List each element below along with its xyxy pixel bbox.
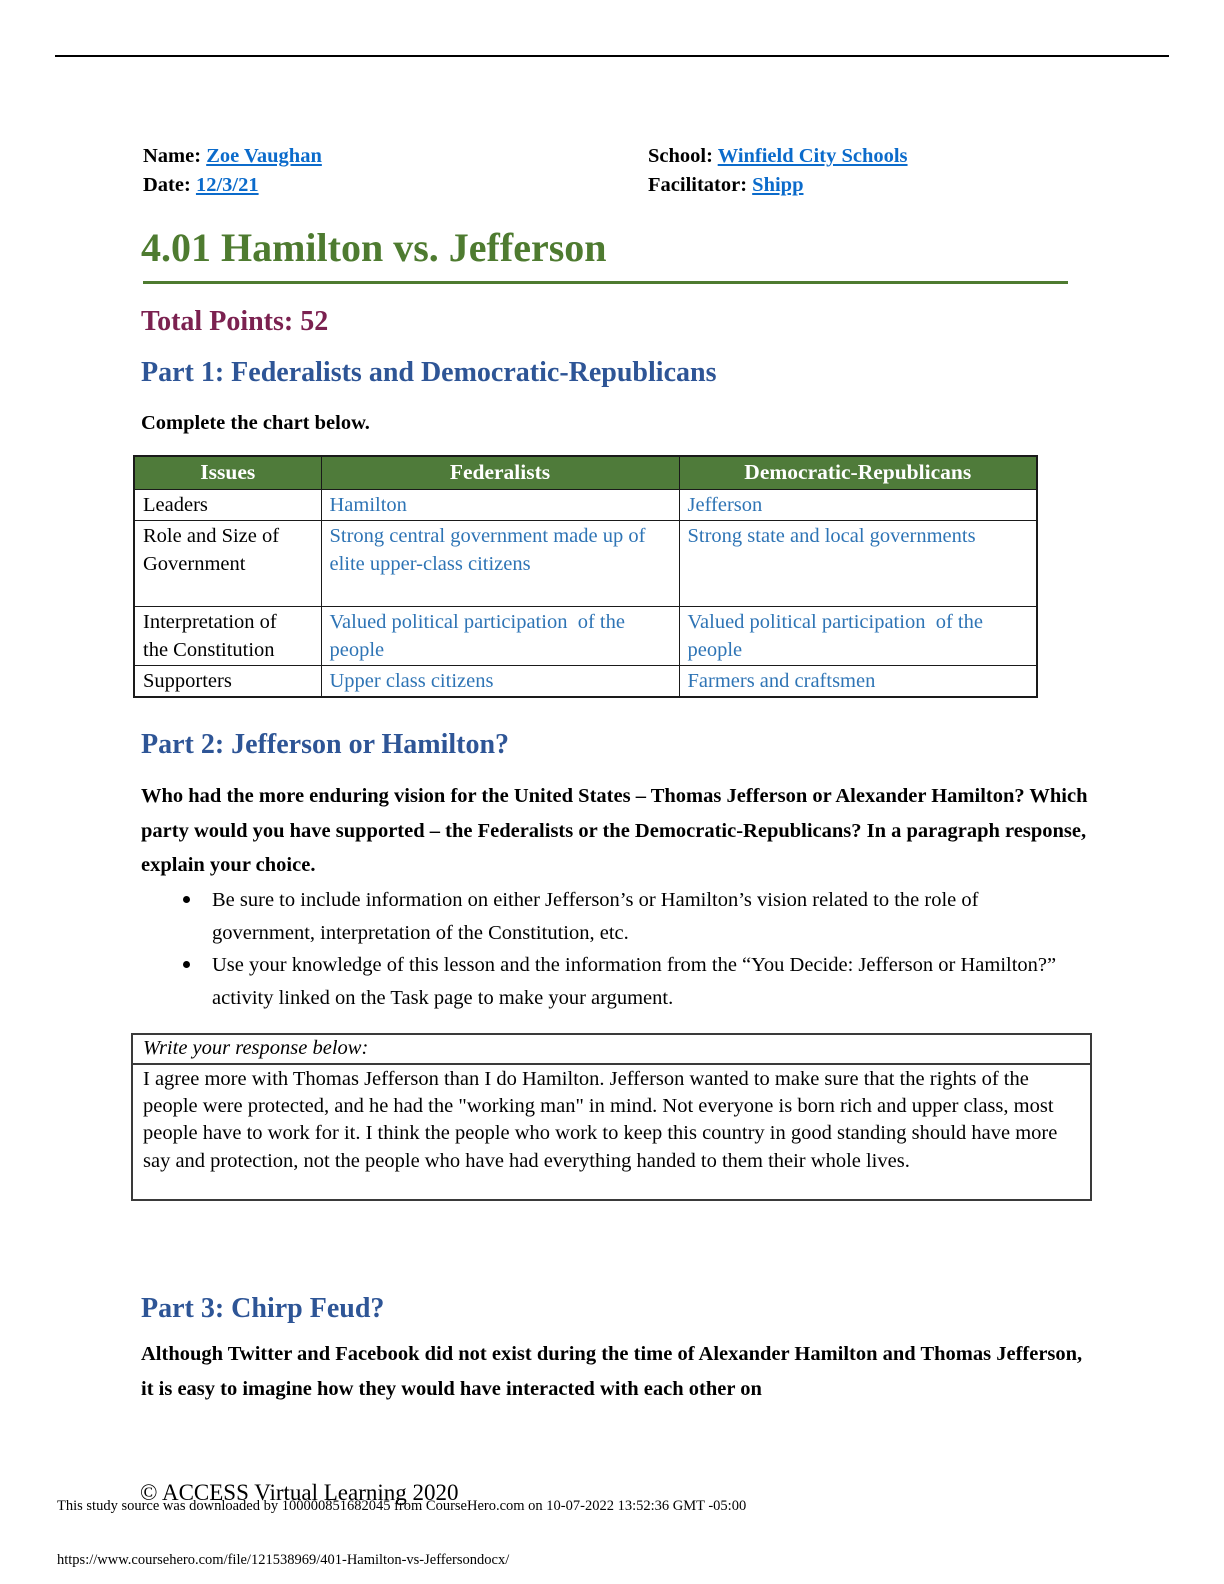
document-title: 4.01 Hamilton vs. Jefferson	[141, 225, 607, 270]
student-info-header	[143, 142, 1103, 200]
column-header-federalists: Federalists	[321, 456, 679, 489]
top-divider-rule	[55, 55, 1169, 57]
issue-cell: Leaders	[134, 489, 321, 520]
school-field	[648, 142, 1103, 171]
name-value-link[interactable]: Zoe Vaughan	[206, 145, 322, 167]
issue-cell: Supporters	[134, 665, 321, 697]
issue-cell: Interpretation of the Constitution	[134, 606, 321, 665]
part1-instruction: Complete the chart below.	[141, 412, 370, 434]
school-value-link[interactable]: Winfield City Schools	[717, 145, 908, 167]
date-value-link[interactable]: 12/3/21	[195, 174, 259, 196]
bullet-item	[141, 884, 1071, 949]
table-row	[134, 489, 1037, 520]
response-caption: Write your response below:	[133, 1035, 1090, 1065]
democratic-republicans-cell: Jefferson	[679, 489, 1037, 520]
democratic-republicans-cell: Strong state and local governments	[679, 520, 1037, 606]
facilitator-label: Facilitator:	[648, 174, 753, 196]
table-header-row	[134, 456, 1037, 489]
comparison-table	[133, 455, 1038, 698]
copyright-text: © ACCESS Virtual Learning 2020	[140, 1480, 459, 1505]
name-label: Name:	[143, 145, 207, 167]
response-box[interactable]	[131, 1033, 1092, 1201]
bullet-text: Be sure to include information on either Jefferson’s or Hamilton’s vision related to the role of government, interpretation of the Constitution, etc.	[212, 889, 979, 944]
date-field	[143, 171, 648, 200]
federalists-cell: Valued political participation of the people	[321, 606, 679, 665]
title-underline-rule	[143, 281, 1068, 284]
facilitator-value-link[interactable]: Shipp	[752, 174, 804, 196]
table-row	[134, 665, 1037, 697]
democratic-republicans-cell: Farmers and craftsmen	[679, 665, 1037, 697]
federalists-cell: Strong central government made up of elite upper-class citizens	[321, 520, 679, 606]
table-row	[134, 520, 1037, 606]
name-field	[143, 142, 648, 171]
part2-heading: Part 2: Jefferson or Hamilton?	[141, 729, 510, 760]
part2-bullet-list	[141, 884, 1071, 1014]
bullet-item	[141, 949, 1071, 1014]
bullet-dot-icon	[183, 961, 190, 968]
school-label: School:	[648, 145, 718, 167]
table-row	[134, 606, 1037, 665]
democratic-republicans-cell: Valued political participation of the people	[679, 606, 1037, 665]
part3-heading: Part 3: Chirp Feud?	[141, 1293, 385, 1324]
bullet-dot-icon	[183, 896, 190, 903]
bullet-text: Use your knowledge of this lesson and the information from the “You Decide: Jefferson or Hamilton?” activity linked on the Task page to make your argument.	[212, 954, 1057, 1009]
part2-prompt: Who had the more enduring vision for the United States – Thomas Jefferson or Alexander Hamilton? Which party would you have supported – the Federalists or the Democratic-Republicans? In a paragraph response, explain your choice.	[141, 785, 1088, 876]
part3-prompt: Although Twitter and Facebook did not exist during the time of Alexander Hamilton and Thomas Jefferson, it is easy to imagine how they would have interacted with each other on	[141, 1343, 1083, 1400]
facilitator-field	[648, 171, 1103, 200]
column-header-democratic-republicans: Democratic-Republicans	[679, 456, 1037, 489]
coursehero-download-note: This study source was downloaded by 100000851682045 from CourseHero.com on 10-07-2022 13:52:36 GMT -05:00	[57, 1498, 747, 1514]
date-label: Date:	[143, 174, 196, 196]
part1-heading: Part 1: Federalists and Democratic-Republicans	[141, 357, 717, 388]
column-header-issues: Issues	[134, 456, 321, 489]
header-row-2	[143, 171, 1103, 200]
federalists-cell: Hamilton	[321, 489, 679, 520]
total-points: Total Points: 52	[141, 306, 329, 337]
response-text[interactable]: I agree more with Thomas Jefferson than I do Hamilton. Jefferson wanted to make sure that the rights of the people were protected, and he had the "working man" in mind. Not everyone is born rich and upper class, most people have to work for it. I think the people who work to keep this country in good standing should have more say and protection, not the people who have had everything handed to them their whole lives.	[143, 1068, 1058, 1172]
federalists-cell: Upper class citizens	[321, 665, 679, 697]
coursehero-url: https://www.coursehero.com/file/121538969/401-Hamilton-vs-Jeffersondocx/	[57, 1552, 510, 1568]
issue-cell: Role and Size of Government	[134, 520, 321, 606]
header-row-1	[143, 142, 1103, 171]
